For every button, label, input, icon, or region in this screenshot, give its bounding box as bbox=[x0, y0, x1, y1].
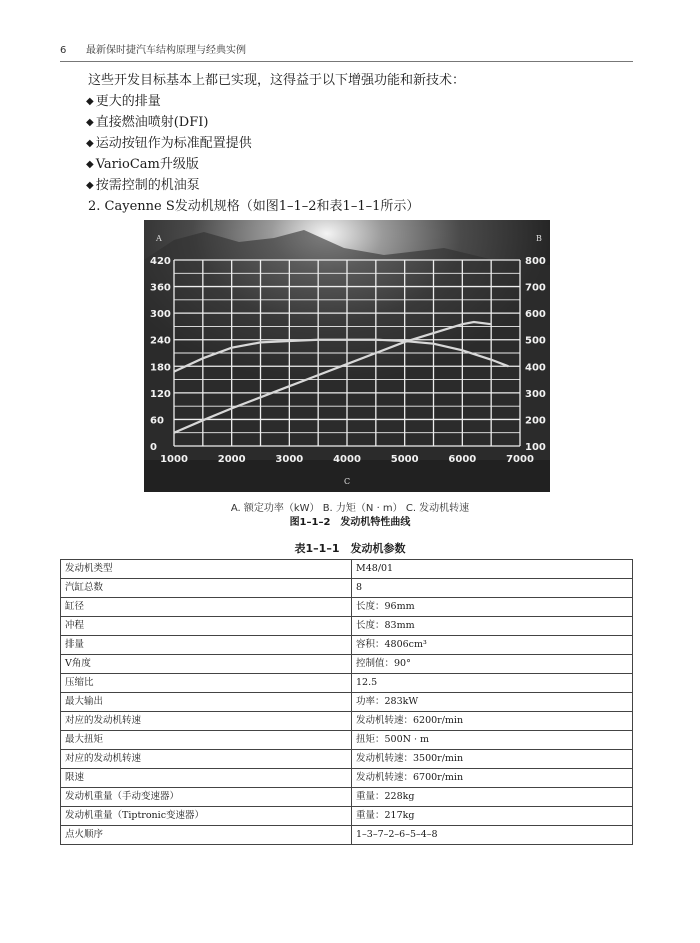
page-number: 6 bbox=[60, 45, 67, 56]
bullet-text: 直接燃油喷射(DFI) bbox=[95, 115, 209, 130]
left-tick-label: 300 bbox=[150, 309, 171, 321]
table-row bbox=[61, 636, 633, 655]
table-row bbox=[61, 712, 633, 731]
x-axis-label: C bbox=[343, 477, 351, 486]
bullet-item bbox=[86, 175, 628, 196]
running-header bbox=[60, 41, 633, 62]
right-tick-label: 300 bbox=[525, 388, 546, 400]
right-tick-label: 500 bbox=[525, 335, 546, 347]
bullet-text: 运动按钮作为标准配置提供 bbox=[95, 136, 252, 151]
book-title: 最新保时捷汽车结构原理与经典实例 bbox=[86, 45, 246, 56]
param-name-cell: 冲程 bbox=[61, 617, 352, 636]
section-heading: 2. Cayenne S发动机规格（如图1–1–2和表1–1–1所示） bbox=[88, 199, 420, 214]
figure-legend: A. 额定功率（kW） B. 力矩（N · m） C. 发动机转速 bbox=[230, 503, 470, 514]
diamond-bullet-icon: ◆ bbox=[86, 117, 94, 128]
left-axis-label: A bbox=[156, 234, 162, 243]
table-row bbox=[61, 674, 633, 693]
left-tick-label: 0 bbox=[150, 442, 157, 453]
param-value-cell: 发动机转速：3500r/min bbox=[352, 750, 633, 769]
bullet-item bbox=[86, 154, 628, 175]
x-tick-label: 2000 bbox=[217, 454, 246, 465]
bullet-item bbox=[86, 112, 628, 133]
param-value-cell: 容积：4806cm³ bbox=[352, 636, 633, 655]
engine-parameter-table bbox=[60, 559, 633, 845]
body-text bbox=[88, 70, 628, 217]
table-caption: 表1–1–1 发动机参数 bbox=[294, 542, 406, 555]
param-name-cell: 最大扭矩 bbox=[61, 731, 352, 750]
table-row bbox=[61, 731, 633, 750]
table-row bbox=[61, 826, 633, 845]
right-tick-label: 200 bbox=[525, 415, 546, 427]
bullet-text: VarioCam升级版 bbox=[95, 157, 199, 172]
diamond-bullet-icon: ◆ bbox=[86, 138, 94, 149]
param-name-cell: 汽缸总数 bbox=[61, 579, 352, 598]
engine-characteristic-chart bbox=[144, 220, 550, 492]
table-row bbox=[61, 560, 633, 579]
figure-caption: 图1–1–2 发动机特性曲线 bbox=[289, 517, 411, 528]
left-tick-label: 360 bbox=[150, 282, 171, 294]
param-name-cell: 最大输出 bbox=[61, 693, 352, 712]
param-value-cell: 扭矩：500N · m bbox=[352, 731, 633, 750]
table-row bbox=[61, 769, 633, 788]
right-tick-label: 700 bbox=[525, 282, 546, 294]
param-value-cell: M48/01 bbox=[352, 560, 633, 579]
param-name-cell: 点火顺序 bbox=[61, 826, 352, 845]
right-tick-label: 400 bbox=[525, 362, 546, 374]
param-name-cell: 限速 bbox=[61, 769, 352, 788]
intro-paragraph: 这些开发目标基本上都已实现，这得益于以下增强功能和新技术： bbox=[88, 73, 466, 88]
x-tick-label: 4000 bbox=[333, 454, 361, 465]
table-row bbox=[61, 788, 633, 807]
left-tick-label: 420 bbox=[150, 256, 171, 267]
right-tick-label: 100 bbox=[525, 442, 546, 453]
table-row bbox=[61, 579, 633, 598]
param-value-cell: 功率：283kW bbox=[352, 693, 633, 712]
bullet-item bbox=[86, 91, 628, 112]
param-value-cell: 1–3–7–2–6–5–4–8 bbox=[352, 826, 633, 845]
param-value-cell: 发动机转速：6200r/min bbox=[352, 712, 633, 731]
param-name-cell: 发动机重量（Tiptronic变速器） bbox=[61, 807, 352, 826]
param-value-cell: 长度：96mm bbox=[352, 598, 633, 617]
right-tick-label: 600 bbox=[525, 309, 546, 321]
param-name-cell: 压缩比 bbox=[61, 674, 352, 693]
param-name-cell: 排量 bbox=[61, 636, 352, 655]
right-tick-label: 800 bbox=[525, 256, 546, 267]
x-tick-label: 5000 bbox=[390, 454, 419, 465]
param-value-cell: 发动机转速：6700r/min bbox=[352, 769, 633, 788]
table-row bbox=[61, 655, 633, 674]
left-tick-label: 180 bbox=[150, 362, 171, 374]
left-tick-label: 240 bbox=[150, 335, 171, 347]
left-tick-label: 120 bbox=[150, 388, 171, 400]
param-name-cell: 发动机重量（手动变速器） bbox=[61, 788, 352, 807]
diamond-bullet-icon: ◆ bbox=[86, 96, 94, 107]
param-name-cell: V角度 bbox=[61, 655, 352, 674]
param-value-cell: 重量：217kg bbox=[352, 807, 633, 826]
param-value-cell: 控制值：90° bbox=[352, 655, 633, 674]
bullet-text: 按需控制的机油泵 bbox=[95, 178, 200, 193]
param-name-cell: 发动机类型 bbox=[61, 560, 352, 579]
chart-svg bbox=[144, 220, 550, 492]
x-tick-label: 7000 bbox=[506, 454, 534, 465]
bullet-list bbox=[88, 91, 628, 196]
bullet-item bbox=[86, 133, 628, 154]
diamond-bullet-icon: ◆ bbox=[86, 180, 94, 191]
diamond-bullet-icon: ◆ bbox=[86, 159, 94, 170]
bullet-text: 更大的排量 bbox=[95, 94, 161, 109]
table-row bbox=[61, 807, 633, 826]
table-row bbox=[61, 598, 633, 617]
x-tick-label: 1000 bbox=[160, 454, 188, 465]
table-row bbox=[61, 750, 633, 769]
table-row bbox=[61, 693, 633, 712]
param-value-cell: 12.5 bbox=[352, 674, 633, 693]
x-tick-label: 6000 bbox=[448, 454, 477, 465]
param-value-cell: 8 bbox=[352, 579, 633, 598]
table-row bbox=[61, 617, 633, 636]
param-name-cell: 对应的发动机转速 bbox=[61, 750, 352, 769]
param-name-cell: 缸径 bbox=[61, 598, 352, 617]
left-tick-label: 60 bbox=[150, 415, 164, 427]
param-value-cell: 长度：83mm bbox=[352, 617, 633, 636]
param-name-cell: 对应的发动机转速 bbox=[61, 712, 352, 731]
param-value-cell: 重量：228kg bbox=[352, 788, 633, 807]
x-tick-label: 3000 bbox=[275, 454, 304, 465]
right-axis-label: B bbox=[536, 234, 542, 243]
